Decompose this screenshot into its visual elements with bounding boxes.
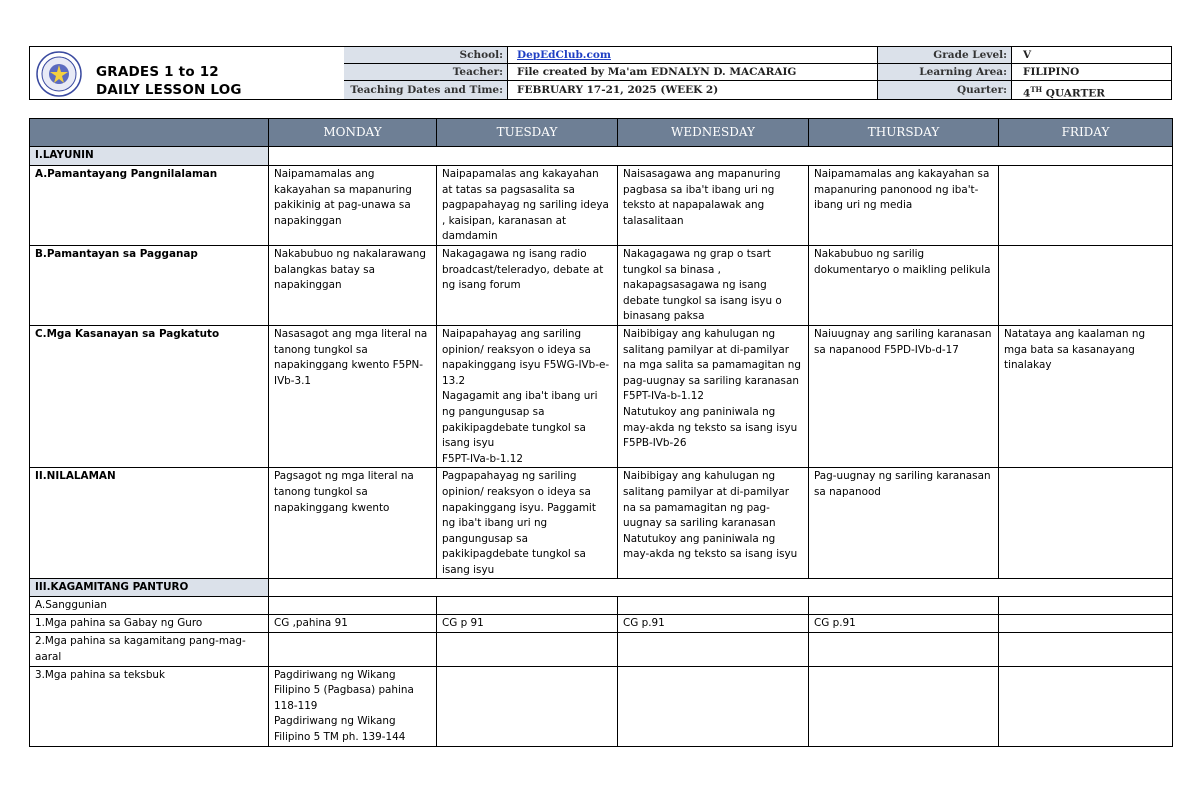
day-header-tuesday: TUESDAY [437, 119, 618, 147]
cell-wednesday: Naibibigay ang kahulugan ng salitang pamilyar at di-pamilyar na sa pamamagitan ng pag-uugnay sa sariling karanasan Natutukoy ang paniniwala ng may-akda ng teksto sa isang isyu [618, 468, 809, 579]
quarter-word: QUARTER [1045, 87, 1106, 100]
cell-monday: CG ,pahina 91 [269, 615, 437, 633]
row-label: III.KAGAMITANG PANTURO [30, 579, 269, 597]
row-label: I.LAYUNIN [30, 147, 269, 166]
cell-tuesday [437, 633, 618, 666]
day-header-friday: FRIDAY [999, 119, 1173, 147]
cell-tuesday: CG p 91 [437, 615, 618, 633]
cell-wednesday [618, 633, 809, 666]
quarter-number: 4 [1023, 87, 1031, 100]
table-row-nilalaman [30, 468, 1173, 579]
cell-wednesday [618, 597, 809, 615]
header-info-grid [344, 47, 1171, 99]
section-row-layunin [30, 147, 1173, 166]
dates-label: Teaching Dates and Time: [344, 81, 508, 99]
header-title-line2: DAILY LESSON LOG [96, 82, 242, 98]
cell-friday [999, 615, 1173, 633]
cell-friday [999, 246, 1173, 326]
table-row-kasanayan [30, 325, 1173, 467]
cell-wednesday [618, 666, 809, 746]
school-link[interactable]: DepEdClub.com [517, 49, 611, 61]
lesson-plan-table [29, 118, 1173, 747]
cell-wednesday: Naibibigay ang kahulugan ng salitang pamilyar at di-pamilyar na mga salita sa pamamagitan ng pag-uugnay sa sariling karanasan F5PT-IVa-b-1.12 Natutukoy ang paniniwala ng may-akda ng teksto sa isang isyu F5PB-IVb-26 [618, 325, 809, 467]
row-label: II.NILALAMAN [30, 468, 269, 579]
cell-tuesday [437, 597, 618, 615]
quarter-suffix: TH [1030, 85, 1043, 94]
cell-monday [269, 633, 437, 666]
corner-header-cell [30, 119, 269, 147]
cell-friday [999, 633, 1173, 666]
header-row-teacher [344, 64, 1171, 81]
header-row-school [344, 47, 1171, 64]
learning-area-value: FILIPINO [1023, 66, 1080, 78]
cell-friday: Natataya ang kaalaman ng mga bata sa kasanayang tinalakay [999, 325, 1173, 467]
row-label: 2.Mga pahina sa kagamitang pang-mag-aaral [30, 633, 269, 666]
section-span-cell [269, 579, 1173, 597]
table-row-gabay [30, 615, 1173, 633]
cell-thursday: Pag-uugnay ng sariling karanasan sa napanood [809, 468, 999, 579]
cell-monday: Nasasagot ang mga literal na tanong tungkol sa napakinggang kwento F5PN-IVb-3.1 [269, 325, 437, 467]
day-header-row [30, 119, 1173, 147]
dates-value: FEBRUARY 17-21, 2025 (WEEK 2) [508, 81, 878, 99]
cell-friday [999, 468, 1173, 579]
cell-wednesday: CG p.91 [618, 615, 809, 633]
cell-friday [999, 597, 1173, 615]
cell-friday [999, 166, 1173, 246]
cell-wednesday: Naisasagawa ang mapanuring pagbasa sa iba't ibang uri ng teksto at napapalawak ang talasalitaan [618, 166, 809, 246]
table-row-teksbuk [30, 666, 1173, 746]
cell-tuesday: Nakagagawa ng isang radio broadcast/teleradyo, debate at ng isang forum [437, 246, 618, 326]
table-row-sanggunian [30, 597, 1173, 615]
header-title-line1: GRADES 1 to 12 [96, 64, 219, 80]
cell-monday [269, 597, 437, 615]
cell-thursday: Nakabubuo ng sarilig dokumentaryo o maikling pelikula [809, 246, 999, 326]
day-header-monday: MONDAY [269, 119, 437, 147]
quarter-label: Quarter: [878, 81, 1012, 99]
cell-thursday [809, 666, 999, 746]
grade-level-value: V [1023, 49, 1032, 61]
cell-monday: Pagsagot ng mga literal na tanong tungkol sa napakinggang kwento [269, 468, 437, 579]
row-label: B.Pamantayan sa Pagganap [30, 246, 269, 326]
cell-monday: Naipamamalas ang kakayahan sa mapanuring pakikinig at pag-unawa sa napakinggan [269, 166, 437, 246]
cell-tuesday [437, 666, 618, 746]
row-label: A.Sanggunian [30, 597, 269, 615]
cell-monday: Pagdiriwang ng Wikang Filipino 5 (Pagbasa) pahina 118-119 Pagdiriwang ng Wikang Filipino 5 TM ph. 139-144 [269, 666, 437, 746]
cell-thursday [809, 597, 999, 615]
logo-box [30, 47, 345, 99]
header-block [29, 46, 1172, 100]
cell-tuesday: Naipapahayag ang sariling opinion/ reaksyon o ideya sa napakinggang isyu F5WG-IVb-e-13.2 Nagagamit ang iba't ibang uri ng pangungusap sa pakikipagdebate tungkol sa isang isyu F5PT-IVa-b-1.12 [437, 325, 618, 467]
cell-thursday: Naiuugnay ang sariling karanasan sa napanood F5PD-IVb-d-17 [809, 325, 999, 467]
quarter-value [1012, 81, 1171, 99]
cell-friday [999, 666, 1173, 746]
day-header-wednesday: WEDNESDAY [618, 119, 809, 147]
row-label: A.Pamantayang Pangnilalaman [30, 166, 269, 246]
school-value[interactable] [508, 47, 878, 63]
deped-seal-logo [36, 51, 82, 97]
table-row-pamantayan-pagganap [30, 246, 1173, 326]
day-header-thursday: THURSDAY [809, 119, 999, 147]
cell-wednesday: Nakagagawa ng grap o tsart tungkol sa binasa , nakapagsasagawa ng isang debate tungkol sa isang isyu o binasang paksa [618, 246, 809, 326]
cell-tuesday: Naipapamalas ang kakayahan at tatas sa pagsasalita sa pagpapahayag ng sariling ideya , kaisipan, karanasan at damdamin [437, 166, 618, 246]
section-span-cell [269, 147, 1173, 166]
teacher-label: Teacher: [344, 64, 508, 80]
cell-monday: Nakabubuo ng nakalarawang balangkas batay sa napakinggan [269, 246, 437, 326]
header-row-dates [344, 81, 1171, 99]
row-label: 3.Mga pahina sa teksbuk [30, 666, 269, 746]
cell-thursday: CG p.91 [809, 615, 999, 633]
school-label: School: [344, 47, 508, 63]
section-row-kagamitan [30, 579, 1173, 597]
table-row-kagamitang-pang-mag-aaral [30, 633, 1173, 666]
learning-area-label: Learning Area: [878, 64, 1012, 80]
row-label: C.Mga Kasanayan sa Pagkatuto [30, 325, 269, 467]
table-row-pamantayang-pangnilalaman [30, 166, 1173, 246]
cell-thursday: Naipamamalas ang kakayahan sa mapanuring panonood ng iba't-ibang uri ng media [809, 166, 999, 246]
teacher-value: File created by Ma'am EDNALYN D. MACARAIG [508, 64, 878, 80]
row-label: 1.Mga pahina sa Gabay ng Guro [30, 615, 269, 633]
cell-tuesday: Pagpapahayag ng sariling opinion/ reaksyon o ideya sa napakinggang isyu. Paggamit ng iba't ibang uri ng pangungusap sa pakikipagdebate tungkol sa isang isyu [437, 468, 618, 579]
grade-level-label: Grade Level: [878, 47, 1012, 63]
cell-thursday [809, 633, 999, 666]
